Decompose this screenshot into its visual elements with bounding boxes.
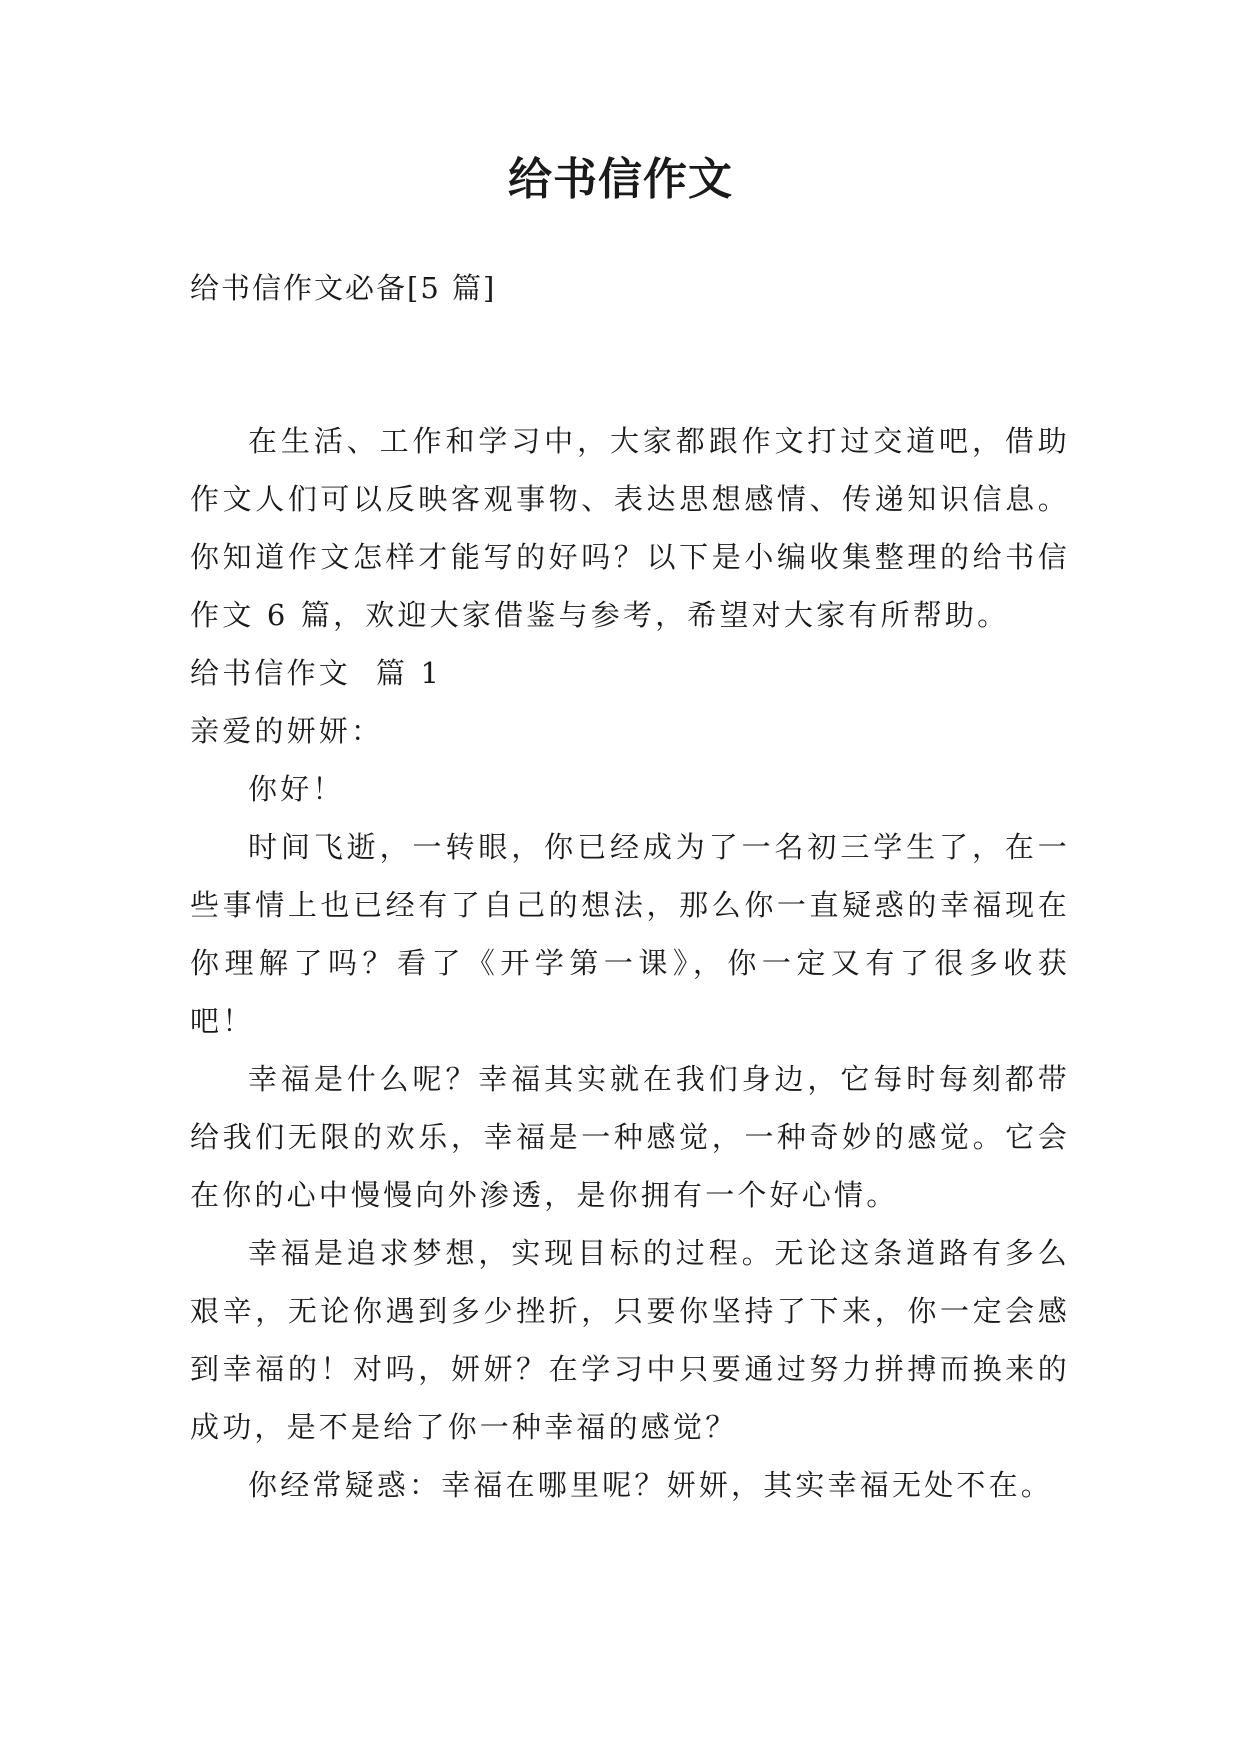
letter-paragraph: 时间飞逝，一转眼，你已经成为了一名初三学生了，在一些事情上也已经有了自己的想法，那么你一直疑惑的幸福现在你理解了吗？看了《开学第一课》，你一定又有了很多收获吧！ — [190, 830, 1070, 1038]
letter-greeting: 你好！ — [248, 772, 345, 806]
document-subtitle: 给书信作文必备[5 篇] — [190, 271, 497, 305]
letter-paragraph: 幸福是什么呢？幸福其实就在我们身边，它每时每刻都带给我们无限的欢乐，幸福是一种感觉，一种奇妙的感觉。它会在你的心中慢慢向外渗透，是你拥有一个好心情。 — [190, 1062, 1070, 1212]
intro-paragraph: 在生活、工作和学习中，大家都跟作文打过交道吧，借助作文人们可以反映客观事物、表达思想感情、传递知识信息。你知道作文怎样才能写的好吗？以下是小编收集整理的给书信作文 6 篇，欢迎大家借鉴与参考，希望对大家有所帮助。 — [190, 424, 1070, 632]
document-body — [190, 412, 1070, 1514]
letter-paragraph: 你经常疑惑：幸福在哪里呢？妍妍，其实幸福无处不在。 — [248, 1468, 1054, 1502]
document-title: 给书信作文 — [508, 154, 733, 205]
letter-salutation: 亲爱的妍妍： — [190, 714, 384, 748]
letter-paragraph: 幸福是追求梦想，实现目标的过程。无论这条道路有多么艰辛，无论你遇到多少挫折，只要你坚持了下来，你一定会感到幸福的！对吗，妍妍？在学习中只要通过努力拼搏而换来的成功，是不是给了你一种幸福的感觉？ — [190, 1236, 1070, 1444]
section-heading: 给书信作文 篇 1 — [190, 656, 443, 690]
